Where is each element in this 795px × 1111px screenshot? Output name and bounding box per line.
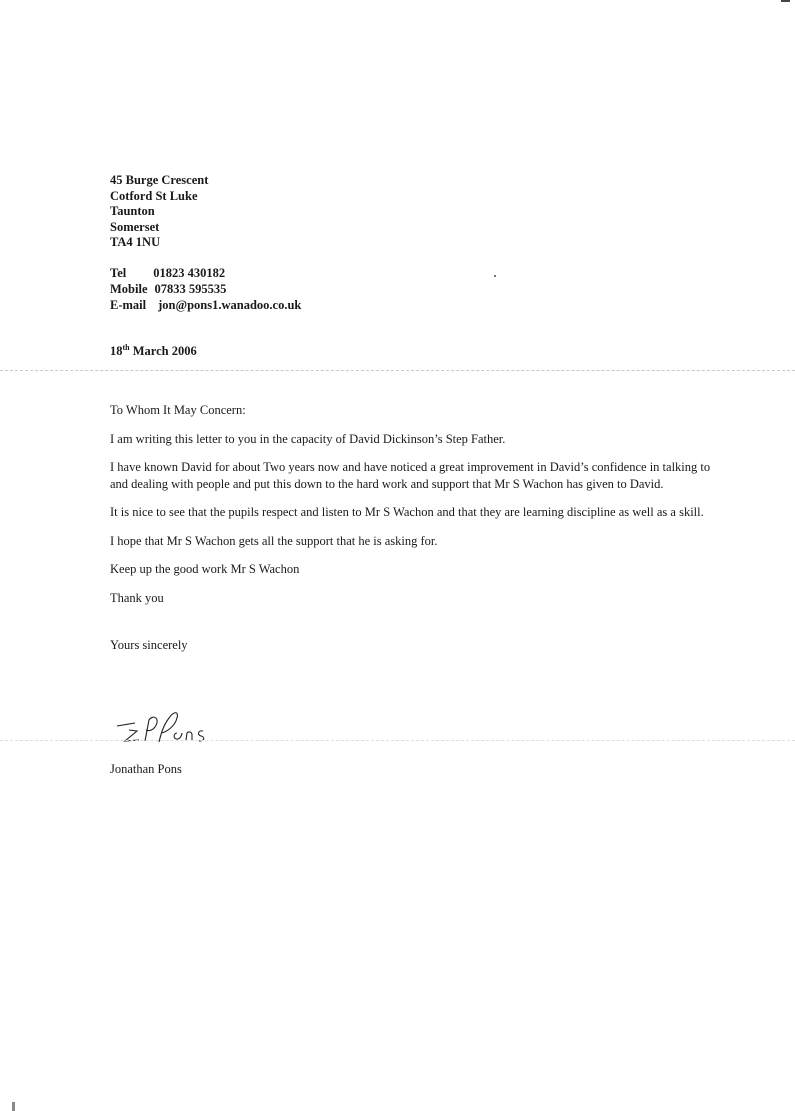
paragraph: Thank you	[110, 590, 164, 605]
scan-artifact-line	[0, 370, 795, 371]
date-suffix: th	[122, 343, 130, 352]
contact-mobile	[110, 281, 301, 297]
closing: Yours sincerely	[110, 638, 188, 652]
date-day: 18	[110, 344, 123, 358]
scan-mark	[781, 0, 790, 2]
handwritten-signature	[115, 700, 225, 750]
scan-artifact-line	[0, 740, 795, 741]
sender-address	[110, 173, 208, 251]
contact-label: Tel	[110, 266, 127, 280]
paragraph: It is nice to see that the pupils respect and listen to Mr S Wachon and that they are learning discipline as well as a skill.	[110, 505, 704, 519]
contact-label: Mobile	[110, 282, 148, 296]
paragraph: I hope that Mr S Wachon gets all the support that he is asking for.	[110, 533, 438, 548]
paragraph: I have known David for about Two years now and have noticed a great improvement in David’s confidence in talking to and dealing with people and put this down to the hard work and support that Mr S Wachon has given to David.	[110, 460, 711, 491]
date-rest: March 2006	[132, 344, 197, 358]
contact-value: jon@pons1.wanadoo.co.uk	[158, 298, 302, 312]
address-line: 45 Burge Crescent	[110, 173, 209, 187]
contact-label: E-mail	[110, 298, 147, 312]
scan-speck	[494, 275, 496, 277]
scan-mark	[12, 1102, 15, 1111]
contact-email	[110, 297, 301, 313]
sender-contact	[110, 265, 301, 313]
contact-tel	[110, 265, 301, 281]
signer-name: Jonathan Pons	[110, 762, 182, 776]
address-line: Taunton	[110, 204, 155, 219]
letter-date	[110, 343, 197, 359]
paragraph: Keep up the good work Mr S Wachon	[110, 562, 300, 576]
salutation: To Whom It May Concern:	[110, 403, 246, 417]
letter-body	[110, 402, 720, 666]
address-line: Cotford St Luke	[110, 188, 198, 203]
contact-value: 01823 430182	[153, 266, 226, 280]
paragraph: I am writing this letter to you in the capacity of David Dickinson’s Step Father.	[110, 431, 506, 446]
address-line: TA4 1NU	[110, 235, 161, 250]
address-line: Somerset	[110, 219, 160, 234]
contact-value: 07833 595535	[154, 282, 227, 296]
